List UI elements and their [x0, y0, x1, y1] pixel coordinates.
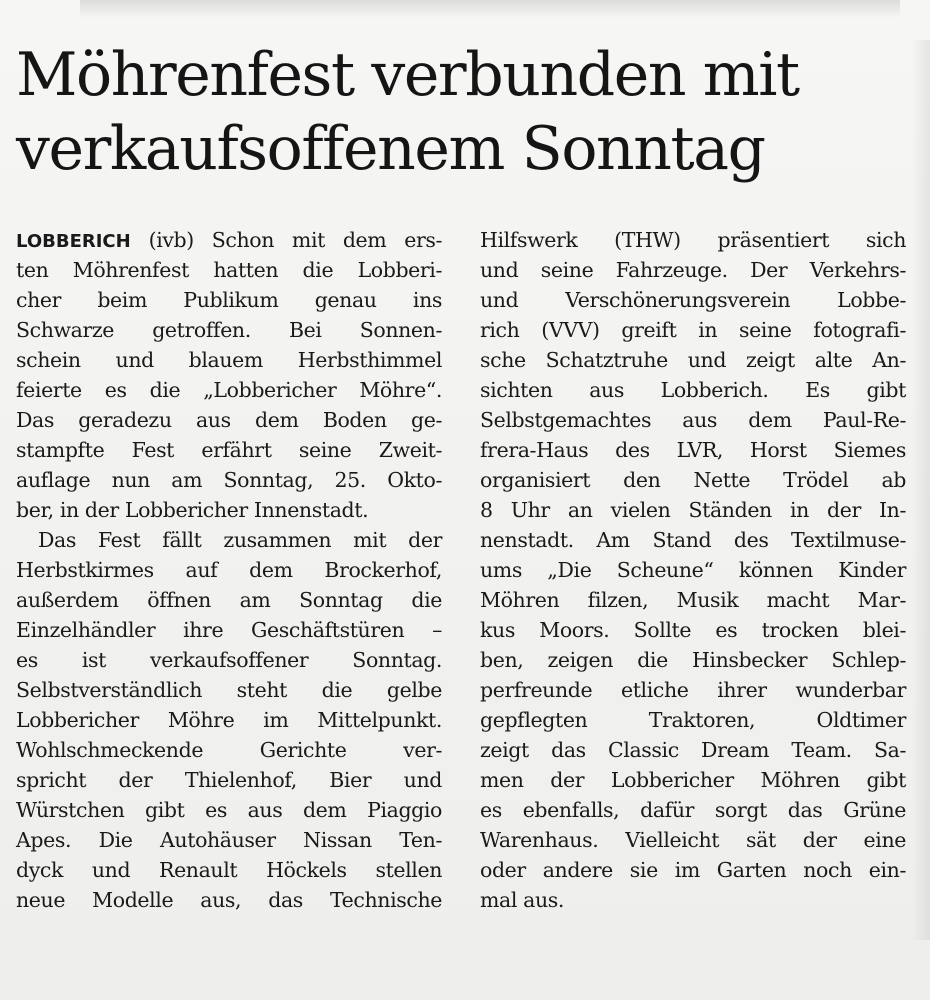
text-line: es ebenfalls, dafür sorgt das Grüne	[480, 798, 906, 822]
text-line: und seine Fahrzeuge. Der Verkehrs-	[480, 258, 906, 282]
text-line: zeigt das Classic Dream Team. Sa-	[480, 738, 906, 762]
text-line: stampfte Fest erfährt seine Zweit-	[16, 438, 442, 462]
text-line: ber, in der Lobbericher Innenstadt.	[16, 498, 369, 522]
text-line: feierte es die „Lobbericher Möhre“.	[16, 378, 442, 402]
text-line: und Verschönerungsverein Lobbe-	[480, 288, 906, 312]
text-line: Herbstkirmes auf dem Brockerhof,	[16, 558, 442, 582]
text-line: Einzelhändler ihre Geschäftstüren –	[16, 618, 442, 642]
text-line: ums „Die Scheune“ können Kinder	[480, 558, 906, 582]
text-line: mal aus.	[480, 888, 564, 912]
text-line: organisiert den Nette Trödel ab	[480, 468, 906, 492]
text-line: men der Lobbericher Möhren gibt	[480, 768, 906, 792]
text-line: Wohlschmeckende Gerichte ver-	[16, 738, 442, 762]
dateline: LOBBERICH	[16, 231, 131, 252]
headline-line-1: Möhrenfest verbunden mit	[16, 40, 799, 110]
text-line: ten Möhrenfest hatten die Lobberi-	[16, 258, 442, 282]
text-line: Schwarze getroffen. Bei Sonnen-	[16, 318, 442, 342]
text-line: Würstchen gibt es aus dem Piaggio	[16, 798, 442, 822]
text-line: 8 Uhr an vielen Ständen in der In-	[480, 498, 906, 522]
bleed-through-shadow-top	[80, 0, 900, 18]
text-line: Apes. Die Autohäuser Nissan Ten-	[16, 828, 442, 852]
article-column-left	[16, 225, 442, 915]
article-column-right	[480, 225, 906, 915]
text-line	[16, 225, 442, 255]
text-line: spricht der Thielenhof, Bier und	[16, 768, 442, 792]
text-line: Warenhaus. Vielleicht sät der eine	[480, 828, 906, 852]
headline-line-2: verkaufsoffenem Sonntag	[16, 114, 765, 184]
text-line: sche Schatztruhe und zeigt alte An-	[480, 348, 906, 372]
text-line: schein und blauem Herbsthimmel	[16, 348, 442, 372]
text-line: Möhren filzen, Musik macht Mar-	[480, 588, 906, 612]
text-line: kus Moors. Sollte es trocken blei-	[480, 618, 906, 642]
text-line: neue Modelle aus, das Technische	[16, 888, 442, 912]
text-line: ben, zeigen die Hinsbecker Schlep-	[480, 648, 906, 672]
text-line: Selbstverständlich steht die gelbe	[16, 678, 442, 702]
text-line: dyck und Renault Höckels stellen	[16, 858, 442, 882]
text-line: es ist verkaufsoffener Sonntag.	[16, 648, 442, 672]
text-line: außerdem öffnen am Sonntag die	[16, 588, 442, 612]
text-line: perfreunde etliche ihrer wunderbar	[480, 678, 906, 702]
text-line: Lobbericher Möhre im Mittelpunkt.	[16, 708, 442, 732]
text-line: rich (VVV) greift in seine fotografi-	[480, 318, 906, 342]
article-headline	[16, 38, 916, 186]
paragraph-start-line: Das Fest fällt zusammen mit der	[38, 528, 442, 552]
text-line: frera-Haus des LVR, Horst Siemes	[480, 438, 906, 462]
text-line: auflage nun am Sonntag, 25. Okto-	[16, 468, 442, 492]
text-line: Das geradezu aus dem Boden ge-	[16, 408, 442, 432]
text-line: cher beim Publikum genau ins	[16, 288, 442, 312]
text-line-content: (ivb) Schon mit dem ers-	[130, 228, 442, 252]
text-line: Selbstgemachtes aus dem Paul-Re-	[480, 408, 906, 432]
text-line: gepflegten Traktoren, Oldtimer	[480, 708, 906, 732]
text-line: sichten aus Lobberich. Es gibt	[480, 378, 906, 402]
text-line: Hilfswerk (THW) präsentiert sich	[480, 228, 906, 252]
text-line: oder andere sie im Garten noch ein-	[480, 858, 906, 882]
text-line: nenstadt. Am Stand des Textilmuse-	[480, 528, 906, 552]
